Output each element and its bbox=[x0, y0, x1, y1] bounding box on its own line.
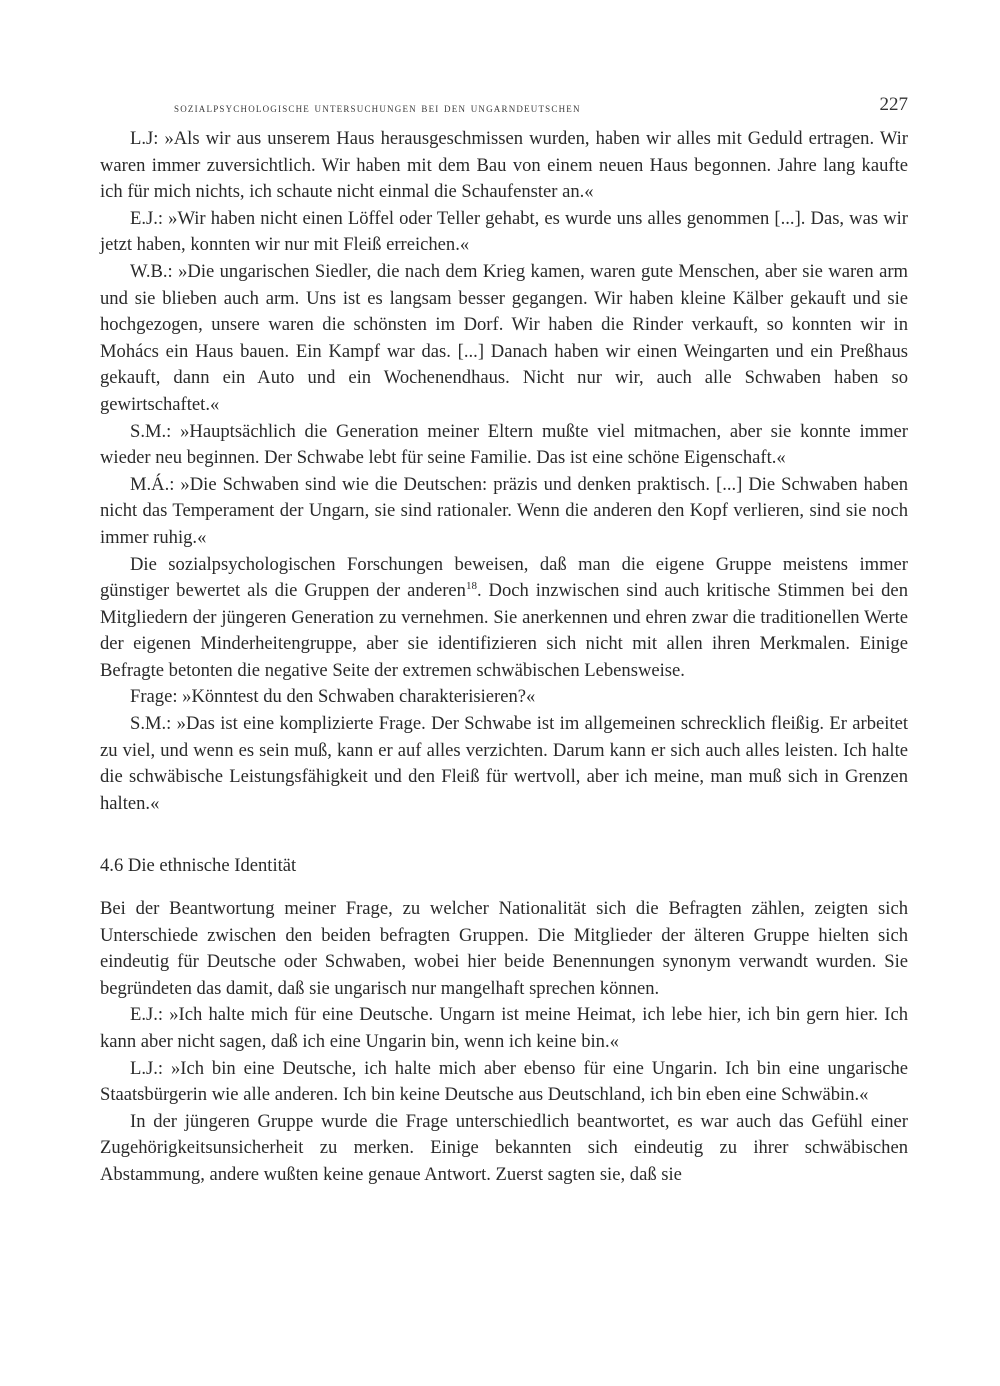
paragraph-interview-wb: W.B.: »Die ungarischen Siedler, die nach dem Krieg kamen, waren gute Menschen, aber sie waren arm und sie blieben auch arm. Uns ist es langsam besser gegangen. Wir haben kleine Kälber gekauft und sie hochgezogen, unsere waren die schönsten im Dorf. Wir haben die Rinder verkauft, so konnten wir in Mohács ein Haus bauen. Ein Kampf war das. [...] Danach haben wir einen Weingarten und ein Preßhaus gekauft, dann ein Auto und ein Wochenendhaus. Nicht nur wir, auch alle Schwaben haben so gewirtschaftet.« bbox=[100, 260, 908, 415]
page-number: 227 bbox=[879, 94, 908, 115]
paragraph-interview-sm-1: S.M.: »Hauptsächlich die Generation meiner Eltern mußte viel mitmachen, aber sie konnte immer wieder neu beginnen. Der Schwabe lebt für seine Familie. Das ist eine schöne Eigenschaft.« bbox=[100, 420, 908, 469]
paragraph-question: Frage: »Könntest du den Schwaben charakterisieren?« bbox=[130, 686, 536, 708]
paragraph-interview-ma: M.Á.: »Die Schwaben sind wie die Deutschen: präzis und denken praktisch. [...] Die Schwaben haben nicht das Temperament der Ungarn, sie sind rationaler. Wenn die anderen den Kopf verlieren, sind sie noch immer ruhig.« bbox=[100, 473, 908, 548]
paragraph-younger-group: In der jüngeren Gruppe wurde die Frage unterschiedlich beantwortet, es war auch das Gefühl einer Zugehörigkeitsunsicherheit zu merken. Einige bekannten sich eindeutig zu ihrer schwäbischen Abstammung, andere wußten keine genaue Antwort. Zuerst sagten sie, daß sie bbox=[100, 1110, 908, 1185]
paragraph-interview-lj-2: L.J.: »Ich bin eine Deutsche, ich halte mich aber ebenso für eine Ungarin. Ich bin eine ungarische Staatsbürgerin wie alle anderen. Ich bin keine Deutsche aus Deutschland, ich bin eben eine Schwäbin.« bbox=[100, 1057, 908, 1106]
research-text-after-note: . Doch inzwischen sind auch kritische Stimmen bei den Mitgliedern der jüngeren Generation zu vernehmen. Sie anerkennen und ehren zwar die traditionellen Werte der eigenen Minderheitengruppe, aber sie identifizieren sich nicht mit allen ihren Merkmalen. Einige Befragte betonten die negative Seite der extremen schwäbischen Lebensweise. bbox=[100, 580, 908, 681]
running-title: sozialpsychologische untersuchungen bei den ungarndeutschen bbox=[174, 100, 581, 115]
paragraph-research-findings bbox=[100, 552, 908, 685]
paragraph-interview-sm-2: S.M.: »Das ist eine komplizierte Frage. Der Schwabe ist im allgemeinen schrecklich fleißig. Er arbeitet zu viel, und wenn es sein muß, kann er auf alles verzichten. Darum kann er sich auch alles leisten. Ich halte die schwäbische Leistungsfähigkeit und den Fleiß für wertvoll, aber ich meine, man muß sich in Grenzen halten.« bbox=[100, 713, 908, 814]
footnote-reference[interactable]: 18 bbox=[465, 579, 477, 592]
paragraph-section-intro: Bei der Beantwortung meiner Frage, zu welcher Nationalität sich die Befragten zählen, zeigten sich Unterschiede zwischen den beiden befragten Gruppen. Die Mitglieder der älteren Gruppe hielten sich eindeutig für Deutsche oder Schwaben, wobei hier beide Benennungen synonym verwandt wurden. Sie begründeten das damit, daß sie ungarisch nur mangelhaft sprechen können. bbox=[100, 898, 908, 999]
research-text-before-note: Die sozialpsychologischen Forschungen beweisen, daß man die eigene Gruppe meistens immer günstiger bewertet als die Gruppen der anderen bbox=[100, 553, 908, 602]
running-header bbox=[100, 92, 908, 126]
section-heading: 4.6 Die ethnische Identität bbox=[100, 855, 297, 877]
body-text bbox=[100, 126, 908, 1189]
document-page bbox=[100, 92, 908, 1362]
paragraph-interview-lj-1: L.J: »Als wir aus unserem Haus herausgeschmissen wurden, haben wir alles mit Geduld ertragen. Wir waren immer zuversichtlich. Wir haben mit dem Bau von einem neuen Haus begonnen. Jahre lang kaufte ich für mich nichts, ich schaute nicht einmal die Schaufenster an.« bbox=[100, 128, 908, 203]
paragraph-interview-ej-1: E.J.: »Wir haben nicht einen Löffel oder Teller gehabt, es wurde uns alles genommen [...]. Das, was wir jetzt haben, konnten wir nur mit Fleiß erreichen.« bbox=[100, 207, 908, 256]
paragraph-interview-ej-2: E.J.: »Ich halte mich für eine Deutsche. Ungarn ist meine Heimat, ich lebe hier, ich bin gern hier. Ich kann aber nicht sagen, daß ich eine Ungarin bin, wenn ich keine bin.« bbox=[100, 1004, 908, 1052]
